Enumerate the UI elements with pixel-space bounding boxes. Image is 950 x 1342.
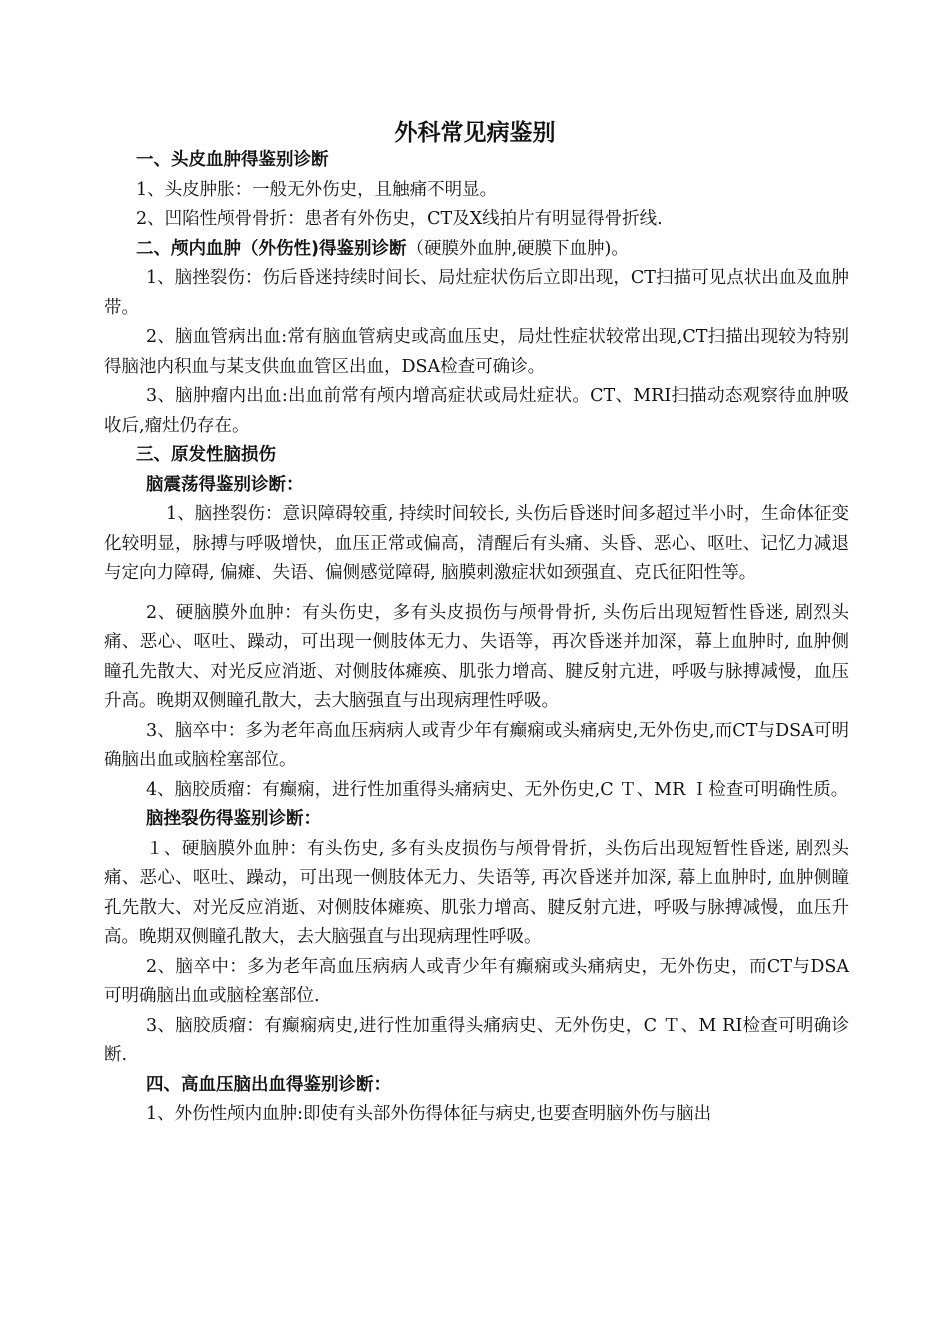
paragraph: 1、脑挫裂伤：伤后昏迷持续时间长、局灶症状伤后立即出现，CT扫描可见点状出血及血肿带。 <box>104 268 849 318</box>
paragraph: 2、脑血管病出血:常有脑血管病史或高血压史，局灶性症状较常出现,CT扫描出现较为特别得脑池内积血与某支供血血管区出血，DSA检查可确诊。 <box>104 327 849 377</box>
section-heading-1: 一、头皮血肿得鉴别诊断 <box>136 150 329 170</box>
paragraph: 4、脑胶质瘤：有癫痫，进行性加重得头痛病史、无外伤史,C Ｔ、MR Ｉ检查可明确性质。 <box>146 779 849 800</box>
paragraph: 3、脑卒中：多为老年高血压病病人或青少年有癫痫或头痛病史,无外伤史,而CT与DSA可明确脑出血或脑栓塞部位。 <box>104 720 849 770</box>
section-heading-2-note: （硬膜外血肿,硬膜下血肿)。 <box>406 238 629 259</box>
subheading-concussion: 脑震荡得鉴别诊断： <box>146 474 304 495</box>
paragraph: 2、凹陷性颅骨骨折：患者有外伤史，CT及X线拍片有明显得骨折线. <box>136 209 663 229</box>
paragraph: 1、头皮肿胀：一般无外伤史，且触痛不明显。 <box>136 179 498 200</box>
subheading-contusion: 脑挫裂伤得鉴别诊断： <box>146 809 321 829</box>
section-heading-2 <box>104 235 849 265</box>
section-heading-4: 四、高血压脑出血得鉴别诊断： <box>146 1074 391 1095</box>
paragraph: 3、脑胶质瘤：有癫痫病史,进行性加重得头痛病史、无外伤史，C Ｔ、M RI检查可明确诊断. <box>104 1015 849 1065</box>
paragraph: 2、脑卒中：多为老年高血压病病人或青少年有癫痫或头痛病史，无外伤史，而CT与DSA可明确脑出血或脑栓塞部位. <box>104 956 849 1006</box>
section-heading-2-text: 二、颅内血肿（外伤性)得鉴别诊断 <box>136 238 407 259</box>
document-title: 外科常见病鉴别 <box>394 120 556 146</box>
document-body <box>104 146 849 1130</box>
section-heading-3: 三、原发性脑损伤 <box>136 445 276 465</box>
paragraph: 2、硬脑膜外血肿：有头伤史，多有头皮损伤与颅骨骨折, 头伤后出现短暂性昏迷, 剧烈头痛、恶心、呕吐、躁动，可出现一侧肢体无力、失语等，再次昏迷并加深，幕上血肿时, 血肿侧瞳孔先散大、对光反应消逝、对侧肢体瘫痪、肌张力增高、腱反射亢进，呼吸与脉搏减慢，血压升高。晚期双侧瞳孔散大，去大脑强直与出现病理性呼吸。 <box>104 602 849 711</box>
paragraph: １、硬脑膜外血肿：有头伤史, 多有头皮损伤与颅骨骨折，头伤后出现短暂性昏迷, 剧烈头痛、恶心、呕吐、躁动，可出现一侧肢体无力、失语等, 再次昏迷并加深, 幕上血肿时, 血肿侧瞳孔先散大、对光反应消逝、对侧肢体瘫痪、肌张力增高、腱反射亢进，呼吸与脉搏减慢，血压升高。晚期双侧瞳孔散大，去大脑强直与出现病理性呼吸。 <box>104 838 849 947</box>
paragraph: 3、脑肿瘤内出血:出血前常有颅内增高症状或局灶症状。CT、MRI扫描动态观察待血肿吸收后,瘤灶仍存在。 <box>104 386 849 436</box>
paragraph: 1、外伤性颅内血肿:即使有头部外伤得体征与病史,也要查明脑外伤与脑出 <box>146 1104 712 1124</box>
paragraph: 1、脑挫裂伤：意识障碍较重, 持续时间较长, 头伤后昏迷时间多超过半小时，生命体征变化较明显，脉搏与呼吸增快，血压正常或偏高，清醒后有头痛、头昏、恶心、呕吐、记忆力减退与定向力障碍, 偏瘫、失语、偏侧感觉障碍, 脑膜刺激症状如颈强直、克氏征阳性等。 <box>104 504 849 583</box>
